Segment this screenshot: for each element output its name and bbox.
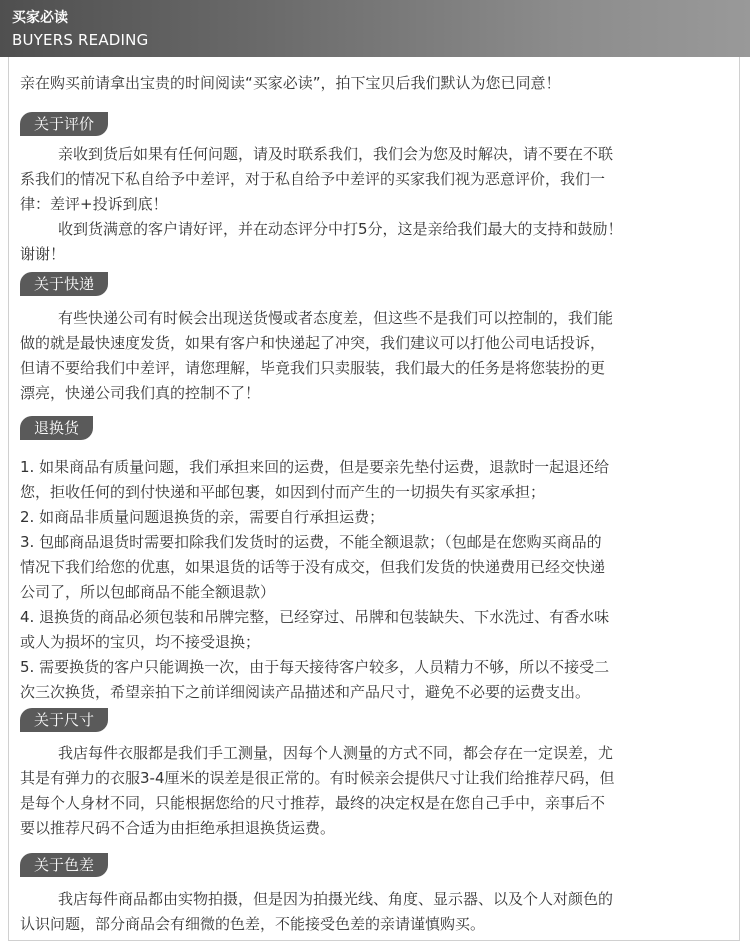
text-line: 漂亮，快递公司我们真的控制不了！ <box>20 384 261 402</box>
text-line: 3. 包邮商品退货时需要扣除我们发货时的运费，不能全额退款；（包邮是在您购买商品的 <box>20 533 602 551</box>
section-label-size: 关于尺寸 <box>20 708 108 732</box>
section-text-returns <box>20 455 609 705</box>
text-line: 律：差评+投诉到底！ <box>20 195 168 213</box>
text-line: 2. 如商品非质量问题退换货的亲，需要自行承担运费； <box>20 508 385 526</box>
text-line: 或人为损坏的宝贝，均不接受退换； <box>20 633 261 651</box>
text-line: 收到货满意的客户请好评，并在动态评分中打5分，这是亲给我们最大的支持和鼓励！ <box>58 220 623 238</box>
text-line: 情况下我们给您的优惠，如果退货的话等于没有成交，但我们发货的快递费用已经交快递 <box>20 558 606 576</box>
section-label-delivery: 关于快递 <box>20 272 108 296</box>
text-line: 我店每件商品都由实物拍摄，但是因为拍摄光线、角度、显示器、以及个人对颜色的 <box>58 890 614 908</box>
header-banner <box>0 0 750 57</box>
section-text-delivery <box>20 306 613 406</box>
text-line: 我店每件衣服都是我们手工测量，因每个人测量的方式不同，都会存在一定误差，尤 <box>58 744 614 762</box>
section-text-size <box>20 741 615 841</box>
text-line: 但请不要给我们中差评，请您理解，毕竟我们只卖服装，我们最大的任务是将您装扮的更 <box>20 359 606 377</box>
section-label-color: 关于色差 <box>20 853 108 877</box>
text-line: 要以推荐尺码不合适为由拒绝承担退换货运费。 <box>20 819 336 837</box>
section-label-returns: 退换货 <box>20 416 93 440</box>
text-line: 亲收到货后如果有任何问题，请及时联系我们，我们会为您及时解决，请不要在不联 <box>58 145 614 163</box>
text-line: 1. 如果商品有质量问题，我们承担来回的运费，但是要亲先垫付运费，退款时一起退还给 <box>20 458 610 476</box>
text-line: 4. 退换货的商品必须包装和吊牌完整，已经穿过、吊牌和包装缺失、下水洗过、有香水味 <box>20 608 610 626</box>
section-text-review <box>20 142 623 267</box>
text-line: 您，拒收任何的到付快递和平邮包裹，如因到付而产生的一切损失有买家承担； <box>20 483 546 501</box>
header-title-cn: 买家必读 <box>12 10 68 26</box>
text-line: 认识问题，部分商品会有细微的色差，不能接受色差的亲请谨慎购买。 <box>20 915 486 933</box>
section-text-color <box>20 887 613 937</box>
intro-text: 亲在购买前请拿出宝贵的时间阅读“买家必读”，拍下宝贝后我们默认为您已同意！ <box>20 74 561 92</box>
text-line: 系我们的情况下私自给予中差评，对于私自给予中差评的买家我们视为恶意评价，我们一 <box>20 170 606 188</box>
header-title-en: BUYERS READING <box>12 31 149 49</box>
text-line: 谢谢！ <box>20 245 66 263</box>
text-line: 其是有弹力的衣服3-4厘米的误差是很正常的。有时候亲会提供尺寸让我们给推荐尺码，但 <box>20 769 615 787</box>
text-line: 是每个人身材不同，只能根据您给的尺寸推荐，最终的决定权是在您自己手中，亲事后不 <box>20 794 606 812</box>
text-line: 公司了，所以包邮商品不能全额退款） <box>20 583 276 601</box>
text-line: 5. 需要换货的客户只能调换一次，由于每天接待客户较多，人员精力不够，所以不接受二 <box>20 658 610 676</box>
text-line: 有些快递公司有时候会出现送货慢或者态度差，但这些不是我们可以控制的，我们能 <box>58 309 614 327</box>
text-line: 做的就是最快速度发货，如果有客户和快递起了冲突，我们建议可以打他公司电话投诉， <box>20 334 606 352</box>
section-label-review: 关于评价 <box>20 112 108 136</box>
text-line: 次三次换货，希望亲拍下之前详细阅读产品描述和产品尺寸，避免不必要的运费支出。 <box>20 683 591 701</box>
